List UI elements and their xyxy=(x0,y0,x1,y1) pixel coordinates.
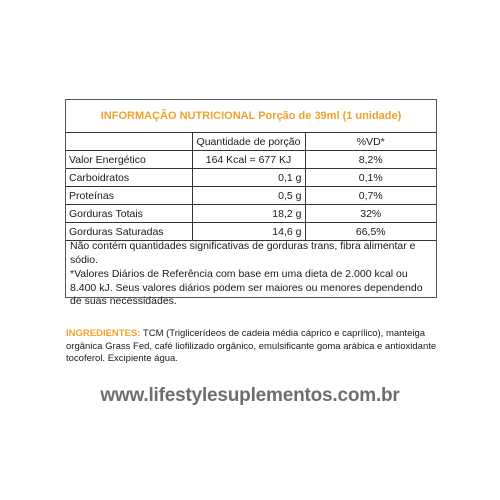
ingredients-block xyxy=(66,328,438,366)
table-row xyxy=(66,187,436,205)
header-cell-empty xyxy=(66,133,192,151)
header-cell-amount: Quantidade de porção xyxy=(192,133,305,151)
table-header-row xyxy=(66,133,436,151)
nutrient-amount: 0,1 g xyxy=(192,169,305,187)
table-row xyxy=(66,223,436,241)
table-row xyxy=(66,169,436,187)
nutrition-table xyxy=(66,132,436,241)
ingredients-label: INGREDIENTES: xyxy=(66,328,141,339)
nutrition-title: INFORMAÇÃO NUTRICIONAL Porção de 39ml (1 unidade) xyxy=(100,110,402,122)
nutrient-name: Gorduras Totais xyxy=(66,205,192,223)
nutrition-facts-panel xyxy=(65,99,437,307)
ingredients-text: TCM (Triglicerídeos de cadeia média cáprico e caprílico), manteiga orgânica Grass Fed, café liofilizado orgânico, emulsificante goma arábica e antioxidante tocoferol. Excipiente água. xyxy=(66,328,437,364)
nutrient-name: Proteínas xyxy=(66,187,192,205)
nutrient-name: Gorduras Saturadas xyxy=(66,223,192,241)
nutrient-amount: 0,5 g xyxy=(192,187,305,205)
website-url: www.lifestylesuplementos.com.br xyxy=(100,385,400,406)
nutrient-name: Valor Energético xyxy=(66,151,192,169)
nutrient-amount: 18,2 g xyxy=(192,205,305,223)
trans-fat-note: Não contém quantidades significativas de gorduras trans, fibra alimentar e sódio. xyxy=(70,240,416,266)
nutrient-dv: 66,5% xyxy=(305,223,436,241)
nutrient-dv: 8,2% xyxy=(305,151,436,169)
nutrient-amount: 14,6 g xyxy=(192,223,305,241)
nutrient-dv: 0,1% xyxy=(305,169,436,187)
header-cell-dv: %VD* xyxy=(305,133,436,151)
table-row xyxy=(66,151,436,169)
nutrient-dv: 0,7% xyxy=(305,187,436,205)
nutrient-amount: 164 Kcal = 677 KJ xyxy=(192,151,305,169)
nutrient-name: Carboidratos xyxy=(66,169,192,187)
daily-values-note: *Valores Diários de Referência com base em uma dieta de 2.000 kcal ou 8.400 kJ. Seus valores diários podem ser maiores ou menores dependendo de suas necessidades. xyxy=(70,268,423,307)
nutrient-dv: 32% xyxy=(305,205,436,223)
table-row xyxy=(66,205,436,223)
